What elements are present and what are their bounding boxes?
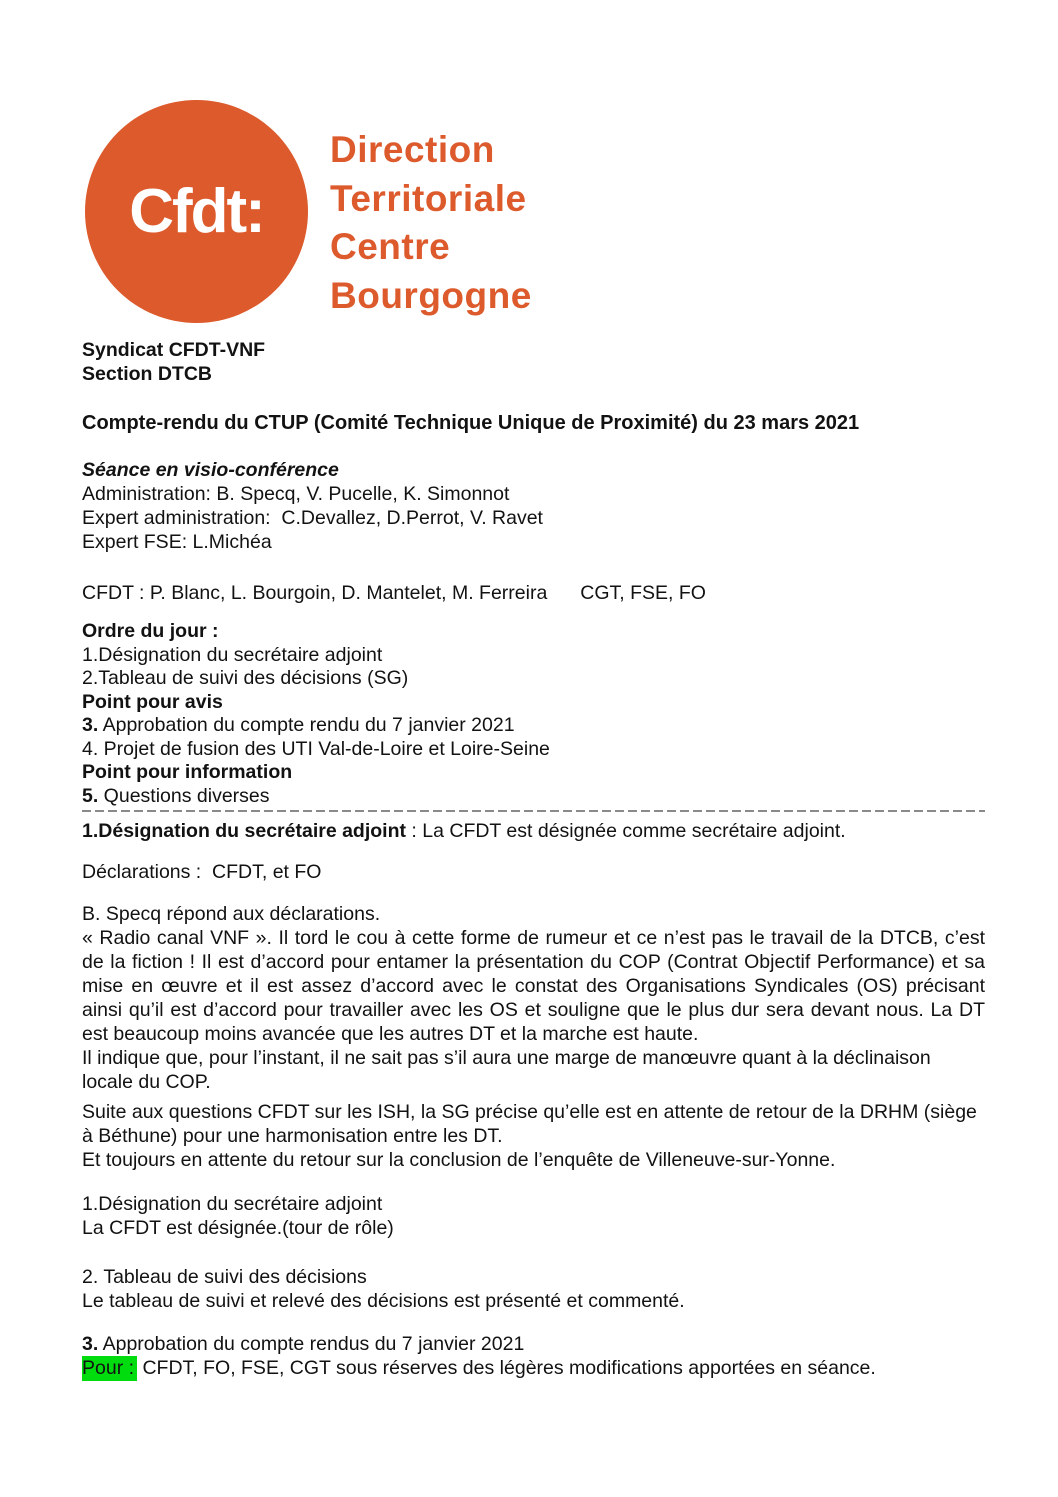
- cfdt-participants: CFDT : P. Blanc, L. Bourgoin, D. Mantelet, M. Ferreira: [82, 582, 548, 604]
- agenda-item-3: [82, 714, 985, 738]
- agenda-item-2: 2.Tableau de suivi des décisions (SG): [82, 667, 409, 689]
- section1-heading: [82, 819, 985, 843]
- agenda-heading: Ordre du jour :: [82, 620, 219, 642]
- point3-vote-line: [82, 1356, 985, 1380]
- org-line-centre: Centre: [330, 226, 451, 267]
- declarations-line: Déclarations : CFDT, et FO: [82, 861, 322, 883]
- expert-fse-line: Expert FSE: L.Michéa: [82, 531, 272, 553]
- agenda-item-4: 4. Projet de fusion des UTI Val-de-Loire et Loire-Seine: [82, 737, 550, 760]
- syndicat-line: Syndicat CFDT-VNF: [82, 339, 266, 361]
- point3-number: 3.: [82, 1333, 99, 1355]
- org-name: [330, 126, 532, 323]
- administration-line: Administration: B. Specq, V. Pucelle, K. Simonnot: [82, 483, 510, 505]
- agenda-item-5: [82, 785, 985, 809]
- section-line: Section DTCB: [82, 363, 213, 385]
- agenda-info-heading: Point pour information: [82, 761, 293, 783]
- point2-result: Le tableau de suivi et relevé des décisions est présenté et commenté.: [82, 1290, 685, 1312]
- point3-title-text: Approbation du compte rendus du 7 janvier 2021: [98, 1333, 525, 1355]
- agenda-item-3-number: 3.: [82, 714, 99, 736]
- suite-paragraph: Suite aux questions CFDT sur les ISH, la SG précise qu’elle est en attente de retour de la DRHM (siège à Béthune) pour une harmonisation entre les DT.: [82, 1101, 983, 1147]
- org-line-bourgogne: Bourgogne: [330, 274, 532, 316]
- indique-paragraph: Il indique que, pour l’instant, il ne sait pas s’il aura une marge de manœuvre quant à la déclinaison locale du COP.: [82, 1047, 937, 1093]
- agenda-item-5-number: 5.: [82, 784, 99, 807]
- point2-title: 2. Tableau de suivi des décisions: [82, 1266, 367, 1288]
- logo: [85, 100, 1058, 323]
- agenda-avis-heading: Point pour avis: [82, 690, 223, 713]
- cfdt-logo-circle: [85, 100, 308, 323]
- other-unions: CGT, FSE, FO: [580, 582, 706, 604]
- org-line-direction: Direction: [330, 129, 495, 170]
- agenda: [82, 620, 985, 808]
- vote-highlight: Pour :: [82, 1356, 137, 1381]
- doc-title: Compte-rendu du CTUP (Comité Technique Unique de Proximité) du 23 mars 2021: [82, 412, 860, 434]
- expert-admin-line: Expert administration: C.Devallez, D.Perrot, V. Ravet: [82, 507, 543, 529]
- agenda-item-5-text: Questions diverses: [98, 784, 270, 807]
- specq-intro-line: B. Specq répond aux déclarations.: [82, 903, 381, 925]
- point1-title: 1.Désignation du secrétaire adjoint: [82, 1193, 383, 1215]
- participants-line: [82, 581, 985, 605]
- point3-title: [82, 1332, 985, 1356]
- toujours-line: Et toujours en attente du retour sur la conclusion de l’enquête de Villeneuve-sur-Yonne.: [82, 1149, 836, 1171]
- section1-heading-bold: 1.Désignation du secrétaire adjoint: [82, 820, 406, 842]
- seance-line: Séance en visio-conférence: [82, 459, 339, 481]
- section1-heading-rest: : La CFDT est désignée comme secrétaire adjoint.: [406, 820, 846, 842]
- document-body: [0, 338, 1058, 1380]
- org-line-territoriale: Territoriale: [330, 177, 527, 219]
- separator-line: [82, 810, 985, 813]
- cfdt-logo-text: Cfdt:: [129, 176, 264, 246]
- vote-text: CFDT, FO, FSE, CGT sous réserves des légères modifications apportées en séance.: [137, 1357, 876, 1379]
- radio-paragraph: « Radio canal VNF ». Il tord le cou à cette forme de rumeur et ce n’est pas le travail de la DTCB, c’est de la fiction ! Il est d’accord pour entamer la présentation du COP (Contrat Objectif Performance) et sa mise en œuvre et il est assez d’accord avec le constat des Organisations Syndicales (OS) précisant ainsi qu’il est d’accord pour travailler avec les OS et souligne que le plus dur sera devant nous. La DT est beaucoup moins avancée que les autres DT et la marche est haute.: [82, 927, 985, 1045]
- agenda-item-3-text: Approbation du compte rendu du 7 janvier 2021: [98, 714, 515, 736]
- point1-result: La CFDT est désignée.(tour de rôle): [82, 1217, 394, 1239]
- agenda-item-1: 1.Désignation du secrétaire adjoint: [82, 643, 383, 666]
